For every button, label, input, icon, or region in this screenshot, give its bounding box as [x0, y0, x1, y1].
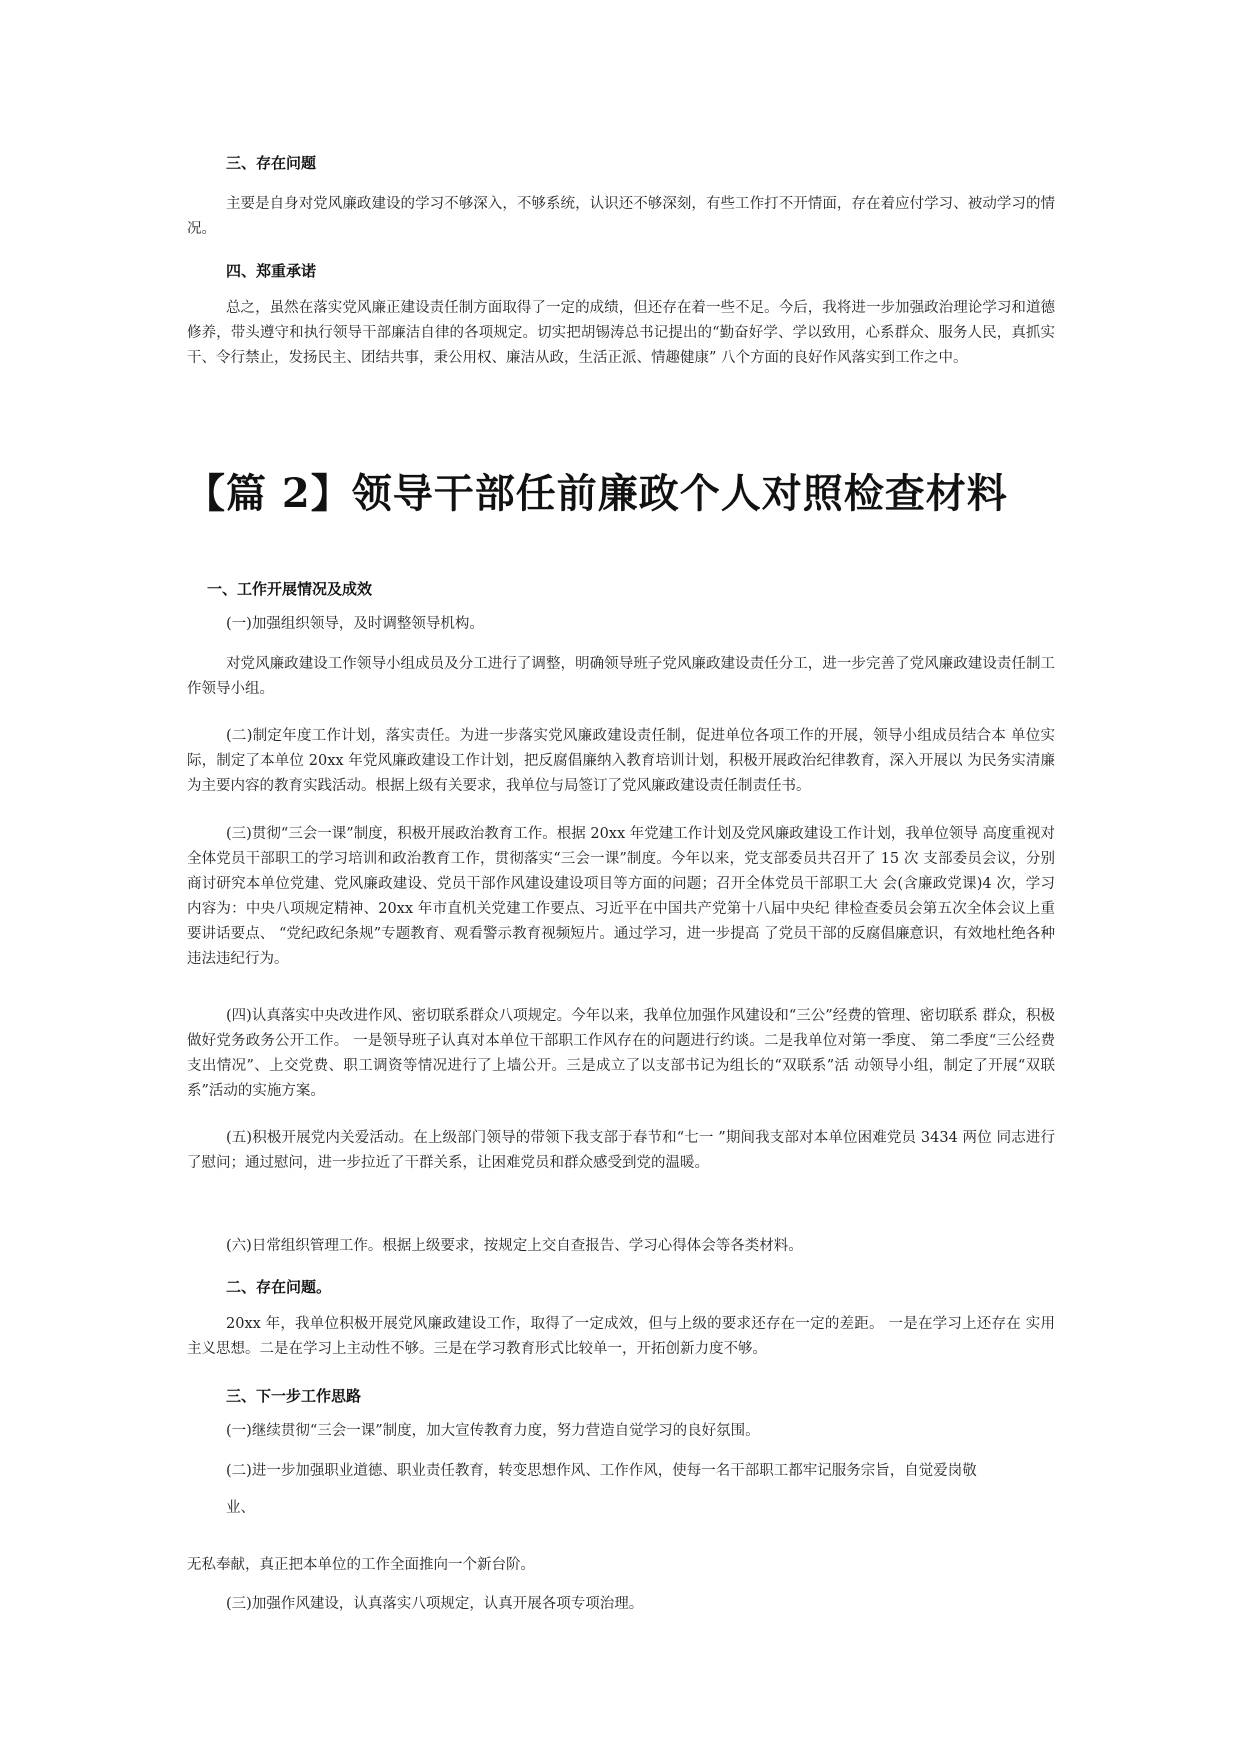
- next-step-3: (三)加强作风建设，认真落实八项规定，认真开展各项专项治理。: [226, 1596, 644, 1612]
- item-6: (六)日常组织管理工作。根据上级要求，按规定上交自查报告、学习心得体会等各类材料。: [226, 1238, 803, 1254]
- heading-commitment: 四、郑重承诺: [226, 262, 317, 280]
- heading-work-progress: 一、工作开展情况及成效: [207, 580, 373, 598]
- next-step-1: (一)继续贯彻“三会一课”制度，加大宣传教育力度，努力营造自觉学习的良好氛围。: [226, 1423, 760, 1439]
- item-4: (四)认真落实中央改进作风、密切联系群众八项规定。今年以来，我单位加强作风建设和“三公”经费的管理、密切联系 群众，积极做好党务政务公开工作。 一是领导班子认真对本单位干部职工作风存在的问题进行约谈。二是我单位对第一季度、 第二季度“三公经费支出情况”、上交党费、职工调资等情况进行了上墙公开。三是成立了以支部书记为组长的“双联系”活 动领导小组，制定了开展“双联系”活动的实施方案。: [187, 1008, 1055, 1099]
- item-5: (五)积极开展党内关爱活动。在上级部门领导的带领下我支部于春节和“七一 ”期间我支部对本单位困难党员 3434 两位 同志进行了慰问；通过慰问，进一步拉近了干群关系，让困难党员和群众感受到党的温暖。: [187, 1130, 1055, 1171]
- next-step-2-cont: 业、: [226, 1500, 255, 1516]
- heading-next-steps: 三、下一步工作思路: [226, 1387, 362, 1405]
- heading-problems-2: 二、存在问题。: [226, 1278, 332, 1296]
- item-2: (二)制定年度工作计划，落实责任。为进一步落实党风廉政建设责任制，促进单位各项工作的开展，领导小组成员结合本 单位实际，制定了本单位 20xx 年党风廉政建设工作计划，把反腐倡廉纳入教育培训计划，积极开展政治纪律教育，深入开展以 为民务实清廉为主要内容的教育实践活动。根据上级有关要求，我单位与局签订了党风廉政建设责任制责任书。: [187, 728, 1055, 794]
- article-title: 【篇 2】领导干部任前廉政个人对照检查材料: [185, 470, 1008, 517]
- item-1-body: 对党风廉政建设工作领导小组成员及分工进行了调整，明确领导班子党风廉政建设责任分工，进一步完善了党风廉政建设责任制工作领导小组。: [187, 656, 1055, 697]
- item-1-title: (一)加强组织领导，及时调整领导机构。: [226, 616, 484, 632]
- heading-existing-problems: 三、存在问题: [226, 154, 317, 172]
- next-step-2-end: 无私奉献，真正把本单位的工作全面推向一个新台阶。: [187, 1557, 535, 1573]
- paragraph-problems-2: 20xx 年，我单位积极开展党风廉政建设工作，取得了一定成效，但与上级的要求还存在一定的差距。 一是在学习上还存在 实用主义思想。二是在学习上主动性不够。三是在学习教育形式比较单一，开拓创新力度不够。: [187, 1316, 1055, 1357]
- paragraph-problems: 主要是自身对党风廉政建设的学习不够深入，不够系统，认识还不够深刻，有些工作打不开情面，存在着应付学习、被动学习的情况。: [187, 196, 1055, 237]
- item-3: (三)贯彻“三会一课”制度，积极开展政治教育工作。根据 20xx 年党建工作计划及党风廉政建设工作计划，我单位领导 高度重视对全体党员干部职工的学习培训和政治教育工作，贯彻落实“三会一课”制度。今年以来，党支部委员共召开了 15 次 支部委员会议，分别商讨研究本单位党建、党风廉政建设、党员干部作风建设建设项目等方面的问题；召开全体党员干部职工大 会(含廉政党课)4 次，学习内容为：中央八项规定精神、20xx 年市直机关党建工作要点、习近平在中国共产党第十八届中央纪 律检查委员会第五次全体会议上重要讲话要点、 “党纪政纪条规”专题教育、观看警示教育视频短片。通过学习，进一步提高 了党员干部的反腐倡廉意识，有效地杜绝各种违法违纪行为。: [187, 826, 1055, 967]
- paragraph-commitment: 总之，虽然在落实党风廉正建设责任制方面取得了一定的成绩，但还存在着一些不足。今后，我将进一步加强政治理论学习和道德修养，带头遵守和执行领导干部廉洁自律的各项规定。切实把胡锡涛总书记提出的“勤奋好学、学以致用，心系群众、服务人民，真抓实干、令行禁止，发扬民主、团结共事，秉公用权、廉洁从政，生活正派、情趣健康” 八个方面的良好作风落实到工作之中。: [187, 300, 1055, 366]
- next-step-2: (二)进一步加强职业道德、职业责任教育，转变思想作风、工作作风，使每一名干部职工都牢记服务宗旨，自觉爱岗敬: [226, 1463, 977, 1479]
